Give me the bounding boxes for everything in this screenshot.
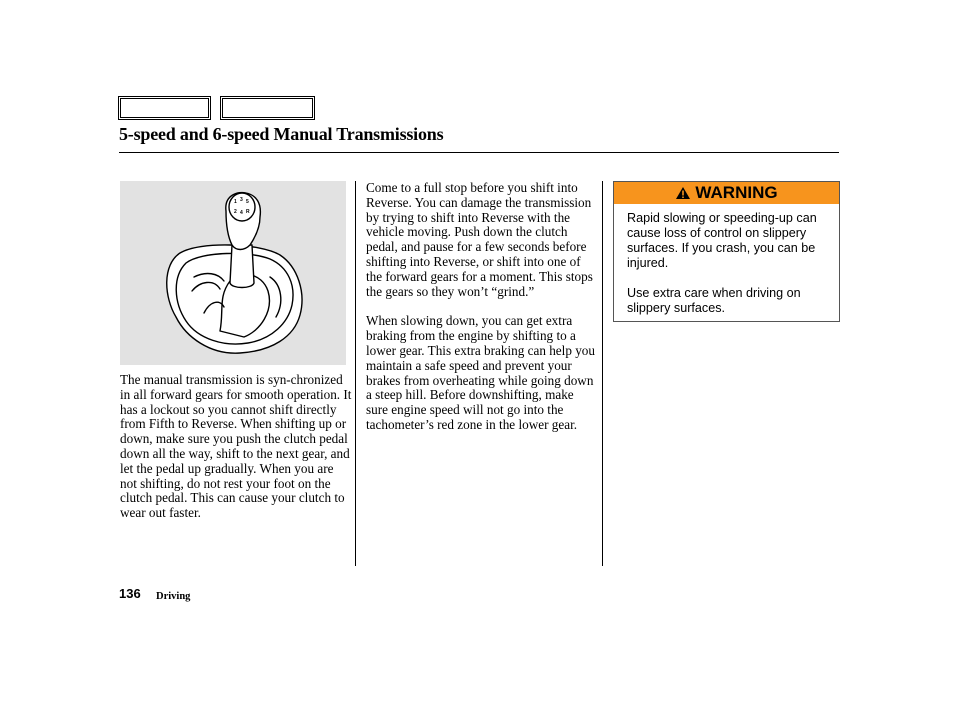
warning-body <box>614 204 839 316</box>
warning-text: Rapid slowing or speeding-up can cause loss of control on slippery surfaces. If you crash, you can be injured. <box>627 211 817 270</box>
svg-text:4: 4 <box>240 210 243 216</box>
paragraph: The manual transmission is syn-chronized in all forward gears for smooth operation. It has a lockout so you cannot shift directly from Fifth to Reverse. When shifting up or down, make sure you push the clutch pedal down all the way, shift to the next gear, and let the pedal up gradually. When you are not shifting, do not rest your foot on the clutch pedal. This can cause your clutch to wear out faster. <box>120 372 352 521</box>
warning-box <box>613 181 840 322</box>
nav-tab-1[interactable] <box>118 96 211 120</box>
svg-text:1: 1 <box>234 199 237 205</box>
warning-triangle-icon <box>675 186 691 200</box>
nav-tab-2[interactable] <box>220 96 315 120</box>
title-rule <box>119 152 839 153</box>
body-column-2 <box>366 181 598 433</box>
column-divider-1 <box>355 181 356 566</box>
page-number: 136 <box>119 586 141 601</box>
paragraph: Come to a full stop before you shift into Reverse. You can damage the transmission by trying to shift into Reverse with the vehicle moving. Push down the clutch pedal, and pause for a few seconds before shifting into Reverse, or shift into one of the forward gears for a moment. This stops the gears so they won’t “grind.” <box>366 180 593 299</box>
gear-shift-illustration <box>120 181 346 365</box>
svg-text:5: 5 <box>246 199 249 205</box>
gear-knob-icon <box>120 181 346 365</box>
svg-text:R: R <box>246 209 250 215</box>
svg-text:3: 3 <box>240 197 243 203</box>
paragraph: When slowing down, you can get extra braking from the engine by shifting to a lower gear. This extra braking can help you maintain a safe speed and prevent your brakes from overheating while going down a steep hill. Before downshifting, make sure engine speed will not go into the tachometer’s red zone in the lower gear. <box>366 313 595 432</box>
svg-text:2: 2 <box>234 209 237 215</box>
column-divider-2 <box>602 181 603 566</box>
warning-heading: WARNING <box>695 183 778 202</box>
page-title: 5-speed and 6-speed Manual Transmissions <box>119 124 444 144</box>
warning-header <box>614 182 839 204</box>
body-column-1 <box>120 373 352 521</box>
warning-text: Use extra care when driving on slippery surfaces. <box>627 286 801 315</box>
section-name: Driving <box>156 591 191 602</box>
